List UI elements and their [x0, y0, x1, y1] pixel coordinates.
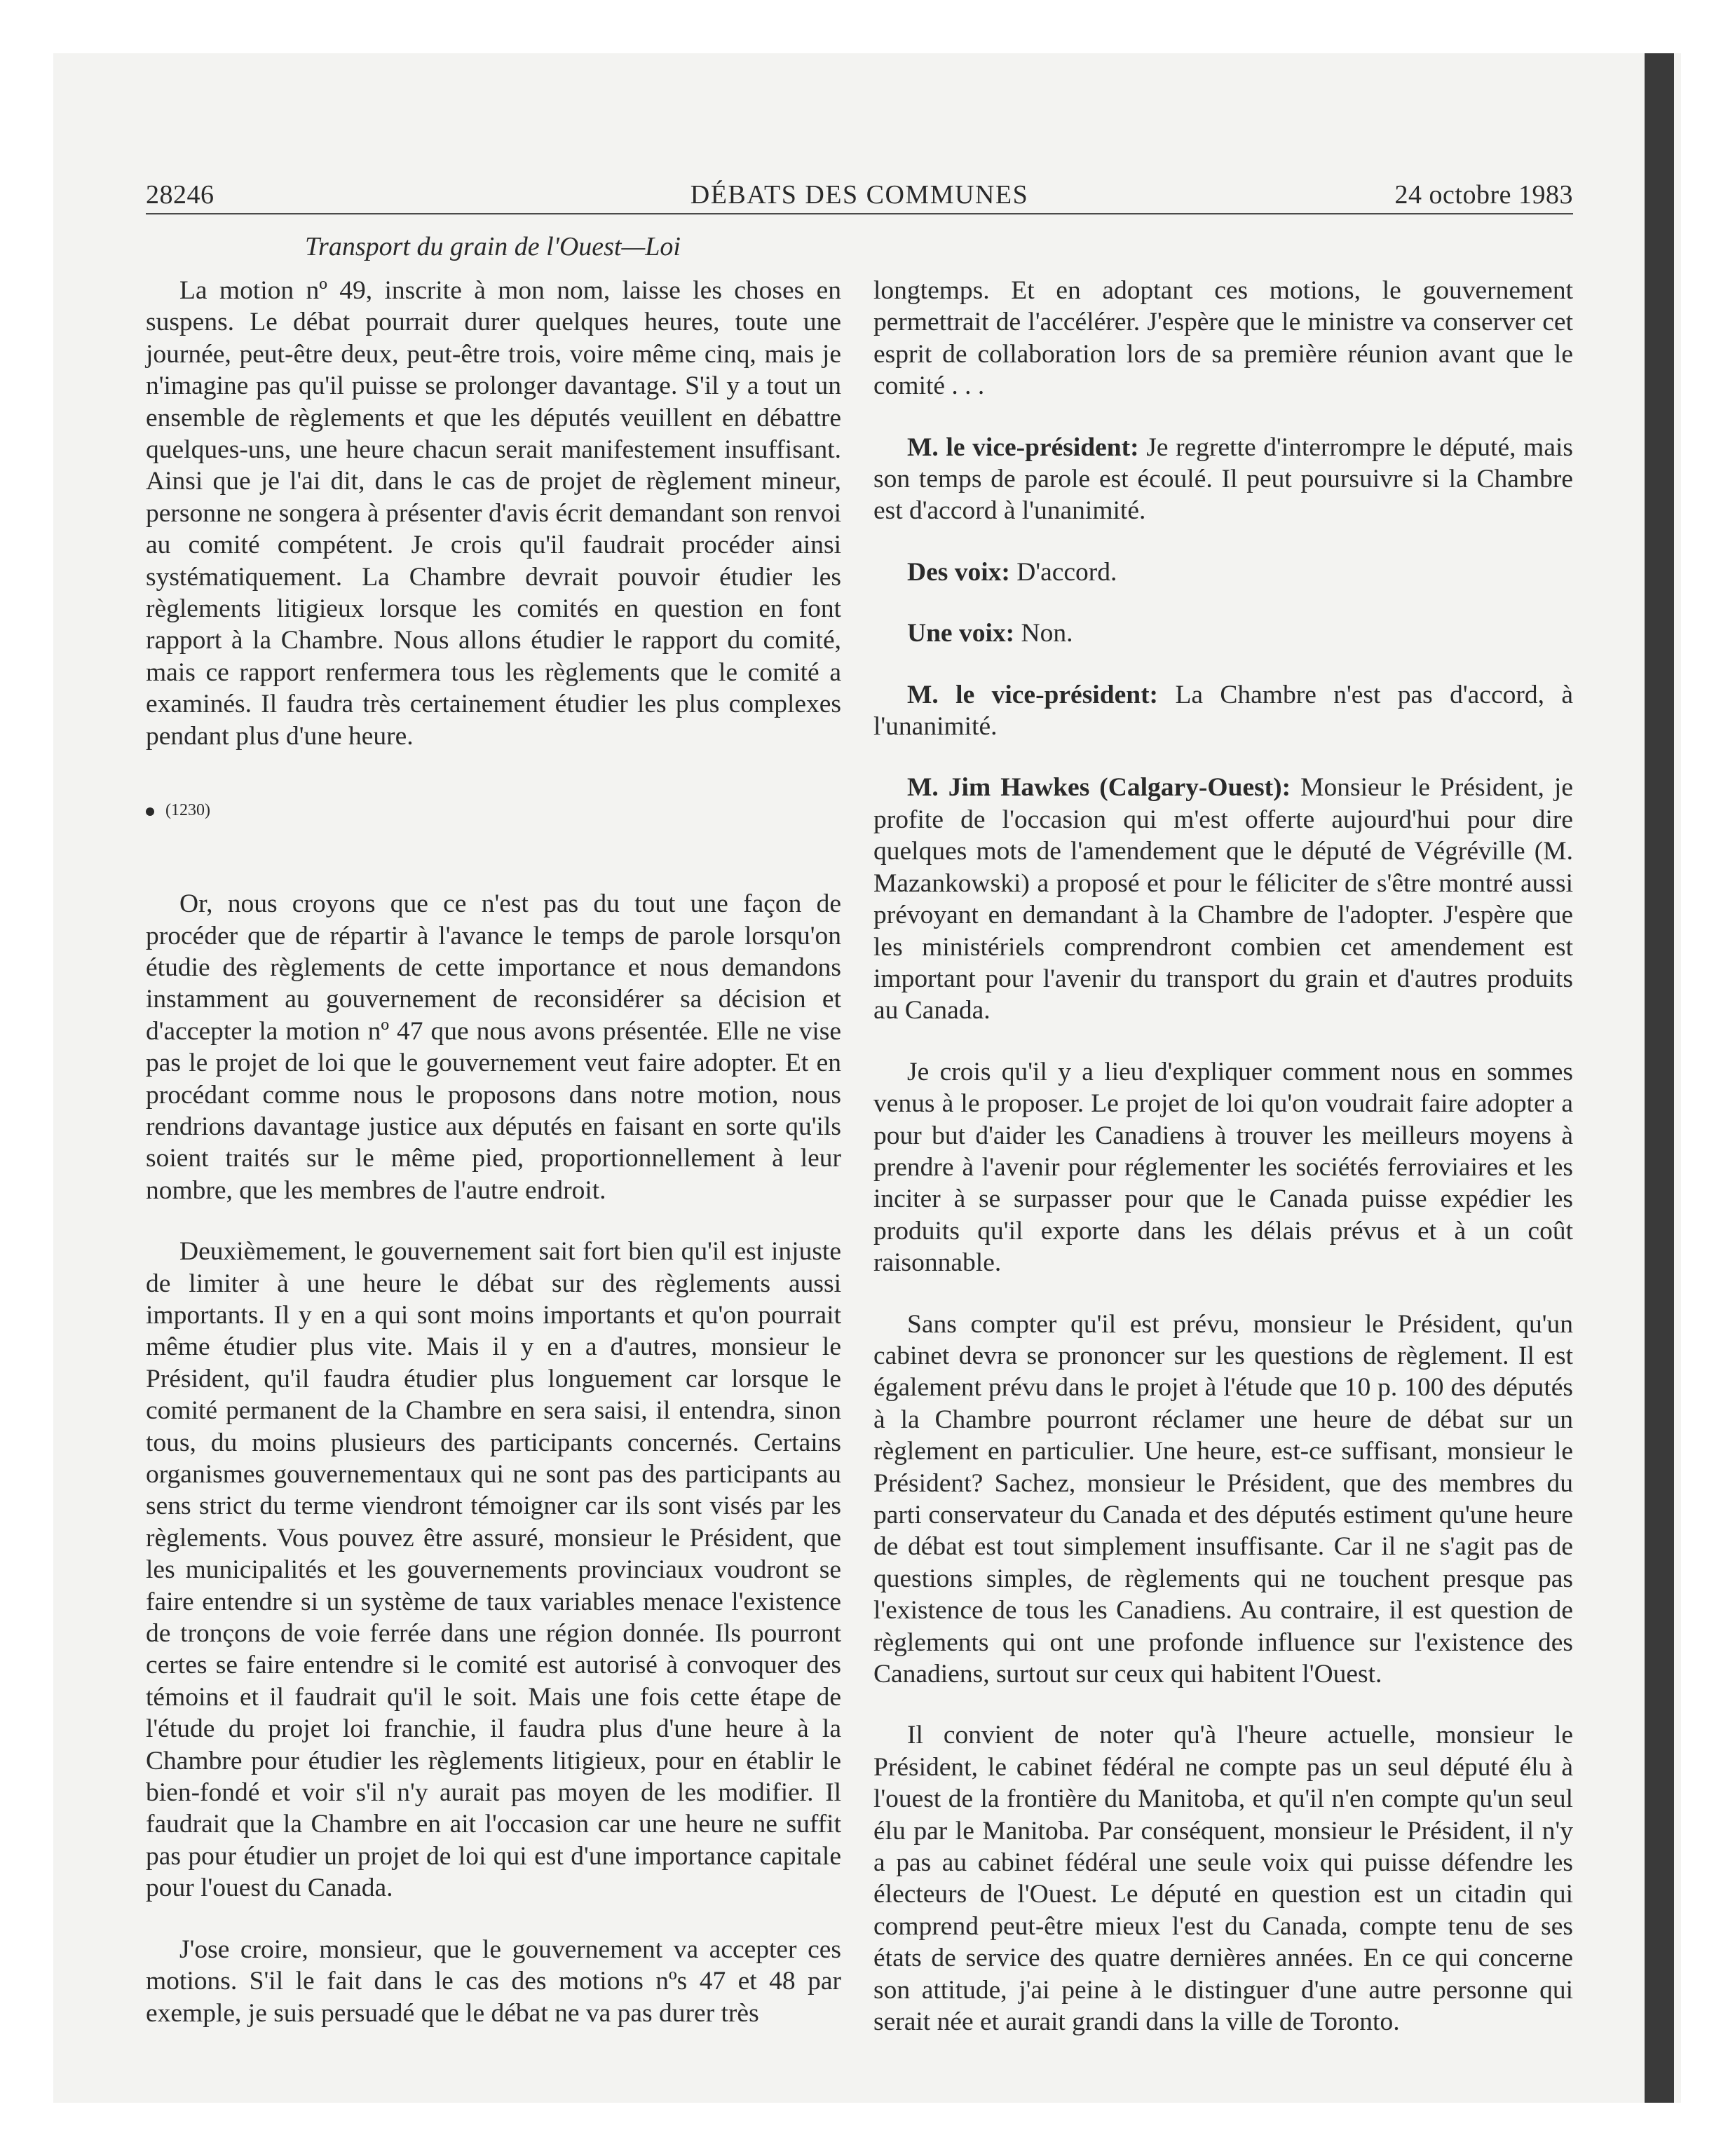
paragraph: Or, nous croyons que ce n'est pas du tout une façon de procéder que de répartir à l'avance le temps de parole lorsqu'on étudie des règlements de cette importance et nous demandons instamment au gouvernement de reconsidérer sa décision et d'accepter la motion nº 47 que nous avons présentée. Elle ne vise pas le projet de loi que le gouvernement veut faire adopter. Et en procédant comme nous le proposons dans notre motion, nous rendrions davantage justice aux députés en faisant en sorte qu'ils soient traités sur le même pied, proportionnellement à leur nombre, que les membres de l'autre endroit.	[146, 889, 841, 1205]
speaker-name: Une voix:	[907, 619, 1015, 648]
left-column	[146, 275, 841, 2029]
speech	[873, 618, 1573, 649]
section-subtitle: Transport du grain de l'Ouest—Loi	[305, 232, 681, 261]
time-marker-label: (1230)	[165, 801, 210, 820]
page-number: 28246	[146, 180, 215, 210]
speech-text: D'accord.	[1009, 557, 1117, 587]
publication-title: DÉBATS DES COMMUNES	[690, 180, 1029, 210]
speech-text: Je regrette d'interrompre le député, mais son temps de parole est écoulé. Il peut poursuivre si la Chambre est d'accord à l'unanimité.	[873, 432, 1574, 526]
paragraph: longtemps. Et en adoptant ces motions, le gouvernement permettrait de l'accélérer. J'espère que le ministre va conserver cet esprit de collaboration lors de sa première réunion avant que le comité . . .	[873, 276, 1573, 401]
page-header	[146, 179, 1573, 214]
paragraph: Je crois qu'il y a lieu d'expliquer comment nous en sommes venus à le proposer. Le projet de loi qu'on voudrait faire adopter a pour but d'aider les Canadiens à trouver les meilleurs moyens à prendre à l'avenir pour réglementer les sociétés ferroviaires et les inciter à se surpasser pour que le Canada puisse expédier les produits qu'il exporte dans les délais prévus et à un coût raisonnable.	[873, 1057, 1573, 1278]
speaker-name: M. Jim Hawkes (Calgary-Ouest):	[907, 773, 1291, 803]
speech	[873, 772, 1573, 1026]
issue-date: 24 octobre 1983	[1394, 180, 1573, 210]
speech-text: Non.	[1014, 619, 1073, 648]
paragraph: Deuxièmement, le gouvernement sait fort bien qu'il est injuste de limiter à une heure le débat sur des règlements aussi importants. Il y en a qui sont moins importants et qu'on pourrait même étudier plus vite. Mais il y en a d'autres, monsieur le Président, qu'il faudra étudier plus longuement car lorsque le comité permanent de la Chambre en sera saisi, il entendra, sinon tous, du moins plusieurs des participants concernés. Certains organismes gouvernementaux qui ne sont pas des participants au sens strict du terme viendront témoigner car ils sont visés par les règlements. Vous pouvez être assuré, monsieur le Président, que les municipalités et les gouvernements provinciaux voudront se faire entendre si un système de taux variables menace l'existence de tronçons de voie ferrée dans une région donnée. Ils pourront certes se faire entendre si le comité est autorisé à convoquer des témoins et il faudrait qu'il le soit. Mais une fois cette étape de l'étude du projet loi franchie, il faudra plus d'une heure à la Chambre pour étudier les règlements litigieux, pour en établir le bien-fondé et voir s'il n'y aurait pas moyen de les modifier. Il faudrait que la Chambre en ait l'occasion car une heure ne suffit pas pour étudier un projet de loi qui est d'une importance capitale pour l'ouest du Canada.	[146, 1237, 841, 1903]
speech-text: Monsieur le Président, je profite de l'occasion qui m'est offerte aujourd'hui pour dire quelques mots de l'amendement que le député de Végréville (M. Mazankowski) a proposé et pour le féliciter de s'être montré aussi prévoyant en demandant à la Chambre de l'adopter. J'espère que les ministériels comprendront combien cet amendement est important pour l'avenir du transport du grain et d'autres produits au Canada.	[873, 773, 1573, 1025]
speaker-name: M. le vice-président:	[907, 680, 1159, 709]
speech	[873, 432, 1573, 527]
speaker-name: Des voix:	[907, 557, 1010, 587]
bullet-icon	[146, 807, 154, 816]
paragraph: La motion nº 49, inscrite à mon nom, laisse les choses en suspens. Le débat pourrait durer quelques heures, toute une journée, peut-être deux, peut-être trois, voire même cinq, mais je n'imagine pas qu'il puisse se prolonger davantage. S'il y a tout un ensemble de règlements et que les députés veuillent en débattre quelques-uns, une heure chacun serait manifestement insuffisant. Ainsi que je l'ai dit, dans le cas de projet de règlement mineur, personne ne songera à présenter d'avis écrit demandant son renvoi au comité compétent. Je crois qu'il faudrait procéder ainsi systématiquement. La Chambre devrait pouvoir étudier les règlements litigieux lorsque les comités en question en font rapport à la Chambre. Nous allons étudier le rapport du comité, mais ce rapport renfermera tous les règlements que le comité a examinés. Il faudra très certainement étudier les plus complexes pendant plus d'une heure.	[146, 276, 841, 751]
paragraph: J'ose croire, monsieur, que le gouvernement va accepter ces motions. S'il le fait dans le cas des motions nºs 47 et 48 par exemple, je suis persuadé que le débat ne va pas durer très	[146, 1935, 841, 2028]
right-column	[873, 275, 1573, 2038]
binding-edge	[1645, 53, 1674, 2103]
header-rule	[146, 213, 1573, 214]
speaker-name: M. le vice-président:	[907, 432, 1139, 462]
speech	[873, 679, 1573, 743]
time-marker	[146, 800, 841, 821]
speech	[873, 557, 1573, 588]
paragraph: Sans compter qu'il est prévu, monsieur le Président, qu'un cabinet devra se prononcer sur les questions de règlement. Il est également prévu dans le projet à l'étude que 10 p. 100 des députés à la Chambre pourront réclamer une heure de débat sur un règlement en particulier. Une heure, est-ce suffisant, monsieur le Président? Sachez, monsieur le Président, que des membres du parti conservateur du Canada et des députés estiment qu'une heure de débat est tout simplement insuffisante. Car il ne s'agit pas de questions simples, de règlements qui ne touchent presque pas l'existence de tous les Canadiens. Au contraire, il est question de règlements qui ont une profonde influence sur l'existence des Canadiens, surtout sur ceux qui habitent l'Ouest.	[873, 1309, 1573, 1689]
speech-text: La Chambre n'est pas d'accord, à l'unanimité.	[873, 680, 1573, 742]
paragraph: Il convient de noter qu'à l'heure actuelle, monsieur le Président, le cabinet fédéral ne compte pas un seul député élu à l'ouest de la frontière du Manitoba, et qu'il n'en compte qu'un seul élu par le Manitoba. Par conséquent, monsieur le Président, il n'y a pas au cabinet fédéral une seule voix qui puisse défendre les électeurs de l'Ouest. Le député en question est un citadin qui comprend peut-être mieux l'est du Canada, compte tenu de ses états de service des quatre dernières années. En ce qui concerne son attitude, j'ai peine à le distinguer d'une autre personne qui serait née et aurait grandi dans la ville de Toronto.	[873, 1721, 1573, 2037]
